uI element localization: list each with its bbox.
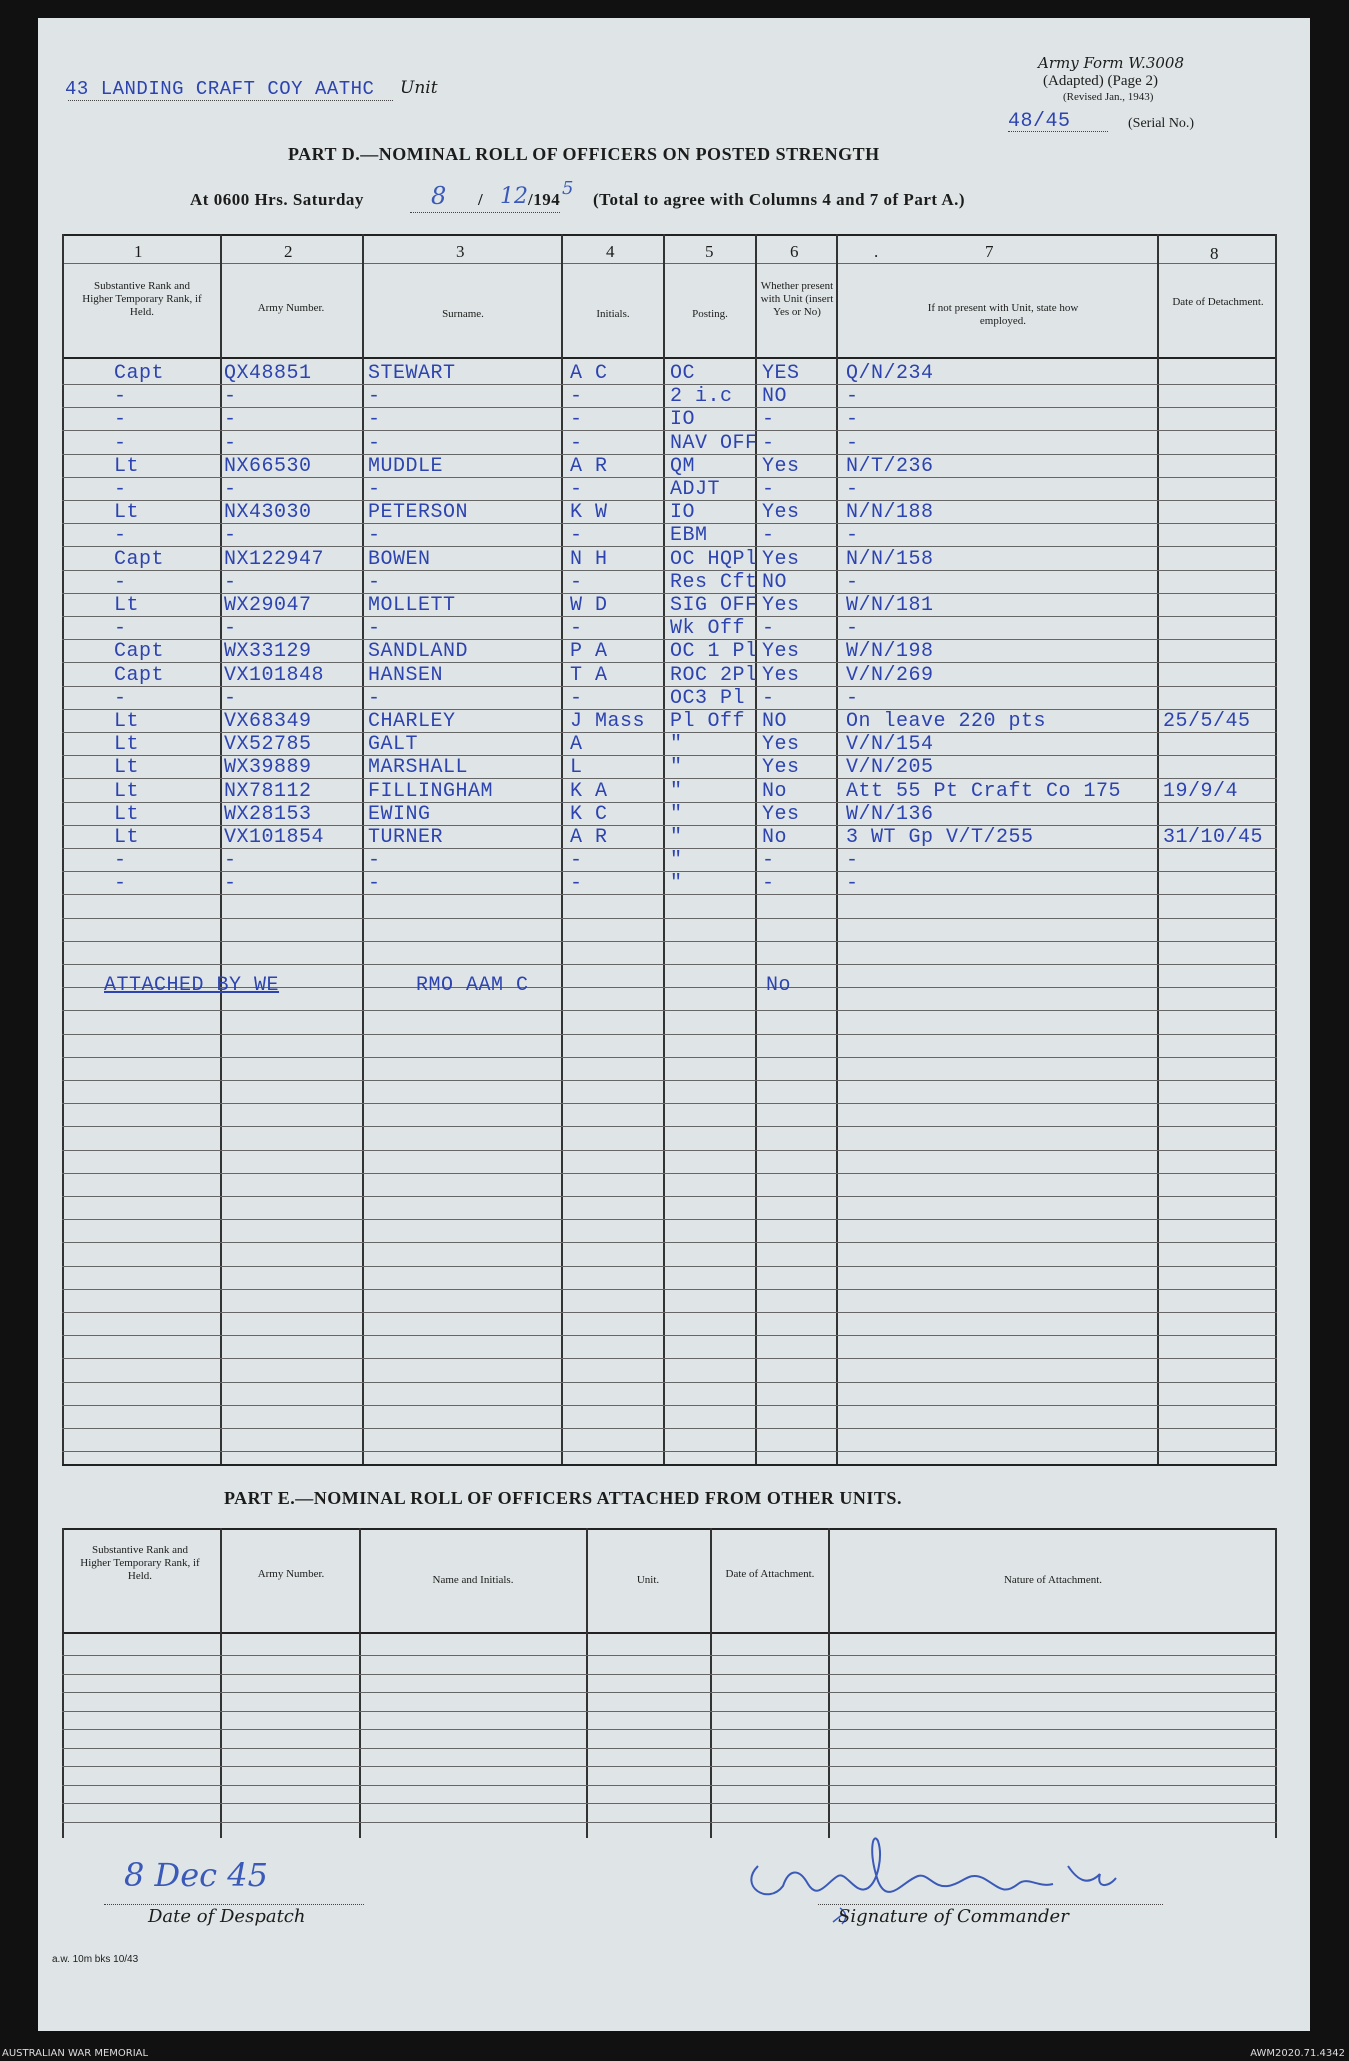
cell-present: Yes bbox=[762, 594, 800, 617]
cell-rank: Capt bbox=[114, 547, 165, 571]
col-number-dot: . bbox=[874, 242, 879, 261]
cell-present: NO bbox=[762, 385, 788, 409]
cell-surname: GALT bbox=[368, 733, 419, 757]
cell-initials: - bbox=[570, 617, 583, 641]
cell-posting: " bbox=[670, 779, 683, 803]
archive-reference: AWM2020.71.4342 bbox=[1250, 2048, 1345, 2059]
e-header-army-number: Army Number. bbox=[257, 1568, 325, 1580]
ruled-line bbox=[62, 1150, 1277, 1151]
cell-initials: W D bbox=[570, 594, 608, 617]
cell-rank: - bbox=[114, 524, 127, 548]
cell-date: 25/5/45 bbox=[1163, 710, 1251, 733]
cell-rank: - bbox=[114, 478, 127, 501]
cell-surname: - bbox=[368, 617, 381, 641]
form-revised: (Revised Jan., 1943) bbox=[1063, 91, 1154, 103]
cell-initials: N H bbox=[570, 547, 608, 571]
ruled-line bbox=[62, 1242, 1277, 1243]
cell-employed: W/N/198 bbox=[846, 640, 934, 664]
ruled-line bbox=[62, 918, 1277, 919]
ruled-line bbox=[62, 1822, 1277, 1823]
ruled-line bbox=[62, 1266, 1277, 1267]
cell-surname: - bbox=[368, 849, 381, 873]
cell-employed: - bbox=[846, 385, 859, 409]
cell-employed: Att 55 Pt Craft Co 175 bbox=[846, 779, 1122, 803]
attached-present: No bbox=[766, 974, 792, 997]
cell-posting: Wk Off bbox=[670, 617, 746, 641]
cell-army-number: VX101848 bbox=[224, 663, 325, 687]
cell-surname: MARSHALL bbox=[368, 756, 469, 780]
cell-posting: 2 i.c bbox=[670, 385, 733, 409]
cell-present: Yes bbox=[762, 756, 800, 780]
cell-surname: CHARLEY bbox=[368, 710, 456, 733]
cell-posting: " bbox=[670, 826, 683, 849]
attached-initials: RMO AAM C bbox=[416, 974, 529, 997]
cell-posting: EBM bbox=[670, 524, 708, 548]
cell-army-number: VX101854 bbox=[224, 826, 325, 849]
cell-surname: - bbox=[368, 524, 381, 548]
cell-army-number: WX33129 bbox=[224, 640, 312, 664]
cell-present: Yes bbox=[762, 802, 800, 826]
col-number-1: 1 bbox=[134, 242, 143, 261]
ruled-line bbox=[62, 964, 1277, 965]
cell-initials: - bbox=[570, 478, 583, 501]
cell-army-number: WX39889 bbox=[224, 756, 312, 780]
header-employed: If not present with Unit, state how employed. bbox=[927, 302, 1079, 327]
year-prefix: /194 bbox=[528, 190, 561, 209]
year-suffix: 5 bbox=[562, 178, 574, 199]
cell-posting: IO bbox=[670, 408, 696, 432]
cell-rank: Lt bbox=[114, 710, 140, 733]
unit-label: Unit bbox=[400, 78, 438, 98]
col-number-8: 8 bbox=[1210, 244, 1219, 263]
date-month: 12 bbox=[500, 184, 528, 209]
total-note: (Total to agree with Columns 4 and 7 of Part A.) bbox=[593, 190, 966, 209]
ruled-line bbox=[62, 1451, 1277, 1452]
cell-present: - bbox=[762, 408, 775, 432]
cell-employed: N/T/236 bbox=[846, 454, 934, 478]
cell-present: Yes bbox=[762, 501, 800, 525]
cell-present: No bbox=[762, 826, 788, 849]
ruled-line bbox=[62, 1382, 1277, 1383]
cell-employed: 3 WT Gp V/T/255 bbox=[846, 826, 1034, 849]
cell-present: Yes bbox=[762, 547, 800, 571]
cell-rank: Lt bbox=[114, 501, 140, 525]
ruled-line bbox=[62, 1674, 1277, 1675]
cell-army-number: WX28153 bbox=[224, 802, 312, 826]
cell-surname: SANDLAND bbox=[368, 640, 469, 664]
cell-surname: PETERSON bbox=[368, 501, 469, 525]
cell-posting: " bbox=[670, 733, 683, 757]
cell-present: - bbox=[762, 617, 775, 641]
cell-initials: - bbox=[570, 431, 583, 455]
header-initials: Initials. bbox=[596, 308, 630, 320]
ruled-line bbox=[62, 941, 1277, 942]
cell-present: NO bbox=[762, 710, 788, 733]
cell-initials: - bbox=[570, 385, 583, 409]
cell-surname: STEWART bbox=[368, 362, 456, 385]
ruled-line bbox=[62, 1196, 1277, 1197]
cell-present: Yes bbox=[762, 454, 800, 478]
part-d-title: PART D.—NOMINAL ROLL OF OFFICERS ON POSTED STRENGTH bbox=[288, 144, 880, 164]
ruled-line bbox=[62, 1692, 1277, 1693]
cell-army-number: VX68349 bbox=[224, 710, 312, 733]
cell-surname: MOLLETT bbox=[368, 594, 456, 617]
cell-posting: SIG OFF bbox=[670, 594, 758, 617]
cell-initials: - bbox=[570, 872, 583, 896]
header-present: Whether present with Unit (insert Yes or No) bbox=[760, 280, 834, 318]
cell-surname: HANSEN bbox=[368, 663, 444, 687]
ruled-line bbox=[62, 1428, 1277, 1429]
signature-label: Signature of Commander bbox=[838, 1906, 1069, 1927]
cell-employed: - bbox=[846, 849, 859, 873]
cell-initials: P A bbox=[570, 640, 608, 664]
form-sheet: 43 LANDING CRAFT COY AATHC Unit Army Form W.3008 (Adapted) (Page 2) (Revised Jan., 1943) 48/45 (Serial No.) PART D.—NOMINAL ROLL OF OFFICERS ON POSTED STRENGTH At 0600 Hrs. Saturday 8 / 12 /194 5 (Total to agree with Columns 4 and 7 of Part A.) 1 2 3 4 5 6 . 7 8 Substantive Rank and Higher Temporary Rank, if Held. Army Number. Surname. Initials. Posting. Whether present with Unit (insert Yes or No) If not present with Unit, state how employed. Date of Detachment. Capt QX48851 STEWART A C OC YES Q/N/234 - - - - 2 i.c NO - - - - - IO - - - - - - NAV OFF - - Lt NX66530 MUDDLE A R QM Yes N/T/236 - - - - ADJT - - Lt NX43030 PETERSON K W IO Yes N/N/188 - - - - EBM - - Capt NX122947 BOWEN N H OC HQPl Yes N/N/158 - - - - Res Cft NO - Lt WX29047 MOLLETT W D SIG OFF Yes W/N/181 - - - - Wk Off - - Capt WX33129 SANDLAND P A OC 1 Pl Yes W/N/198 Capt VX101848 HANSEN T A ROC 2Pl Yes V/N/269 - - - - OC3 Pl - - Lt VX68349 CHARLEY J Mass Pl Off NO On leave 220 pts 25/5/45 Lt VX52785 GALT A " Yes V/N/154 Lt WX39889 MARSHALL L " Yes V/N/205 Lt NX78112 FILLINGHAM K A " No Att 55 Pt Craft Co 175 19/9/4 Lt WX28153 EWING K C " Yes W/N/136 Lt VX101854 TURNER A R " No 3 WT Gp V/T/255 31/10/45 - - - - " - - - - - - " - - ATTACHED BY WE RMO AAM C No PART E.—NOMINAL ROLL OF OFFICERS ATTACHED FROM OTHER UNITS. Substantive Rank and Higher Temporary Rank, if Held. Army Number. Name and Initials. Unit. Date of Attachment. Nature of Attachment. 8 Dec 45 Date of Despatch Signature of Commander a.w. 10m bks 10/43 bbox=[38, 18, 1310, 2031]
cell-rank: - bbox=[114, 849, 127, 873]
cell-army-number: - bbox=[224, 385, 237, 409]
serial-number: 48/45 bbox=[1008, 110, 1071, 133]
cell-initials: K A bbox=[570, 779, 608, 803]
cell-surname: TURNER bbox=[368, 826, 444, 849]
cell-rank: - bbox=[114, 617, 127, 641]
cell-army-number: - bbox=[224, 872, 237, 896]
cell-present: - bbox=[762, 872, 775, 896]
cell-posting: IO bbox=[670, 501, 696, 525]
cell-army-number: - bbox=[224, 849, 237, 873]
print-code: a.w. 10m bks 10/43 bbox=[52, 1954, 139, 1965]
cell-army-number: - bbox=[224, 617, 237, 641]
cell-posting: OC HQPl bbox=[670, 547, 758, 571]
cell-army-number: VX52785 bbox=[224, 733, 312, 757]
cell-surname: - bbox=[368, 872, 381, 896]
col-number-3: 3 bbox=[456, 242, 465, 261]
cell-rank: Lt bbox=[114, 779, 140, 803]
cell-army-number: NX122947 bbox=[224, 547, 325, 571]
ruled-line bbox=[62, 1126, 1277, 1127]
cell-surname: MUDDLE bbox=[368, 454, 444, 478]
cell-initials: K W bbox=[570, 501, 608, 525]
ruled-line bbox=[62, 1748, 1277, 1749]
ruled-line bbox=[62, 1057, 1277, 1058]
cell-initials: A C bbox=[570, 362, 608, 385]
cell-rank: Lt bbox=[114, 802, 140, 826]
e-header-nature: Nature of Attachment. bbox=[1003, 1574, 1103, 1586]
cell-rank: Lt bbox=[114, 733, 140, 757]
cell-rank: Lt bbox=[114, 454, 140, 478]
cell-rank: - bbox=[114, 408, 127, 432]
ruled-line bbox=[62, 1729, 1277, 1730]
cell-posting: OC bbox=[670, 362, 696, 385]
cell-initials: A R bbox=[570, 826, 608, 849]
cell-initials: J Mass bbox=[570, 710, 646, 733]
cell-present: Yes bbox=[762, 733, 800, 757]
cell-present: NO bbox=[762, 570, 788, 594]
cell-rank: Capt bbox=[114, 663, 165, 687]
cell-initials: K C bbox=[570, 802, 608, 826]
e-header-name: Name and Initials. bbox=[432, 1574, 514, 1586]
attached-label: ATTACHED BY WE bbox=[104, 974, 280, 997]
cell-army-number: - bbox=[224, 686, 237, 710]
ruled-line bbox=[62, 1803, 1277, 1804]
cell-surname: BOWEN bbox=[368, 547, 431, 571]
cell-employed: V/N/205 bbox=[846, 756, 934, 780]
cell-surname: - bbox=[368, 431, 381, 455]
header-army-number: Army Number. bbox=[257, 302, 325, 314]
cell-rank: - bbox=[114, 570, 127, 594]
ruled-line bbox=[62, 1312, 1277, 1313]
cell-rank: Capt bbox=[114, 362, 165, 385]
cell-army-number: - bbox=[224, 431, 237, 455]
cell-posting: ADJT bbox=[670, 478, 721, 501]
cell-employed: - bbox=[846, 524, 859, 548]
cell-posting: Pl Off bbox=[670, 710, 746, 733]
archive-name: AUSTRALIAN WAR MEMORIAL bbox=[2, 2048, 149, 2059]
despatch-label: Date of Despatch bbox=[148, 1906, 306, 1927]
cell-army-number: - bbox=[224, 570, 237, 594]
cell-initials: L bbox=[570, 756, 583, 780]
cell-initials: A bbox=[570, 733, 583, 757]
serial-label: (Serial No.) bbox=[1128, 116, 1195, 131]
cell-employed: - bbox=[846, 617, 859, 641]
col-number-2: 2 bbox=[284, 242, 293, 261]
despatch-date: 8 Dec 45 bbox=[124, 1856, 268, 1894]
cell-present: Yes bbox=[762, 663, 800, 687]
cell-rank: Lt bbox=[114, 756, 140, 780]
cell-employed: N/N/188 bbox=[846, 501, 934, 525]
part-e-title: PART E.—NOMINAL ROLL OF OFFICERS ATTACHED FROM OTHER UNITS. bbox=[224, 1488, 902, 1508]
ruled-line bbox=[62, 1405, 1277, 1406]
cell-employed: - bbox=[846, 408, 859, 432]
ruled-line bbox=[62, 1655, 1277, 1656]
cell-surname: - bbox=[368, 686, 381, 710]
cell-date: 31/10/45 bbox=[1163, 826, 1264, 849]
cell-employed: N/N/158 bbox=[846, 547, 934, 571]
cell-present: - bbox=[762, 686, 775, 710]
col-number-7: 7 bbox=[985, 242, 994, 261]
cell-surname: FILLINGHAM bbox=[368, 779, 494, 803]
cell-present: YES bbox=[762, 362, 800, 385]
ruled-line bbox=[62, 1080, 1277, 1081]
cell-initials: - bbox=[570, 849, 583, 873]
e-header-rank: Substantive Rank and Higher Temporary Rank, if Held. bbox=[80, 1544, 200, 1582]
cell-present: - bbox=[762, 524, 775, 548]
cell-employed: - bbox=[846, 872, 859, 896]
cell-army-number: - bbox=[224, 478, 237, 501]
header-posting: Posting. bbox=[692, 308, 728, 320]
cell-posting: QM bbox=[670, 454, 696, 478]
at-prefix: At 0600 Hrs. Saturday bbox=[190, 190, 364, 209]
cell-army-number: - bbox=[224, 524, 237, 548]
cell-rank: Capt bbox=[114, 640, 165, 664]
cell-posting: OC3 Pl bbox=[670, 686, 746, 710]
cell-posting: ROC 2Pl bbox=[670, 663, 758, 687]
cell-initials: - bbox=[570, 570, 583, 594]
form-name: Army Form W.3008 bbox=[1038, 54, 1184, 72]
cell-present: - bbox=[762, 431, 775, 455]
cell-initials: - bbox=[570, 408, 583, 432]
cell-rank: Lt bbox=[114, 826, 140, 849]
cell-date: 19/9/4 bbox=[1163, 779, 1239, 803]
header-rank: Substantive Rank and Higher Temporary Rank, if Held. bbox=[82, 280, 202, 318]
ruled-line bbox=[62, 1358, 1277, 1359]
cell-rank: - bbox=[114, 431, 127, 455]
cell-posting: OC 1 Pl bbox=[670, 640, 758, 664]
cell-army-number: NX66530 bbox=[224, 454, 312, 478]
header-surname: Surname. bbox=[442, 308, 484, 320]
cell-surname: - bbox=[368, 385, 381, 409]
cell-posting: " bbox=[670, 872, 683, 896]
ruled-line bbox=[62, 1711, 1277, 1712]
cell-employed: On leave 220 pts bbox=[846, 710, 1047, 733]
col-number-5: 5 bbox=[705, 242, 714, 261]
ruled-line bbox=[62, 1289, 1277, 1290]
cell-employed: Q/N/234 bbox=[846, 362, 934, 385]
cell-employed: - bbox=[846, 478, 859, 501]
form-adapted: (Adapted) (Page 2) bbox=[1043, 73, 1158, 89]
col-number-4: 4 bbox=[606, 242, 615, 261]
ruled-line bbox=[62, 1103, 1277, 1104]
cell-employed: - bbox=[846, 686, 859, 710]
cell-initials: - bbox=[570, 686, 583, 710]
cell-army-number: NX78112 bbox=[224, 779, 312, 803]
cell-present: - bbox=[762, 849, 775, 873]
cell-army-number: NX43030 bbox=[224, 501, 312, 525]
ruled-line bbox=[62, 1010, 1277, 1011]
cell-employed: - bbox=[846, 431, 859, 455]
unit-name: 43 LANDING CRAFT COY AATHC bbox=[65, 78, 375, 100]
cell-rank: Lt bbox=[114, 594, 140, 617]
cell-surname: - bbox=[368, 570, 381, 594]
cell-initials: T A bbox=[570, 663, 608, 687]
e-header-date: Date of Attachment. bbox=[725, 1568, 815, 1580]
cell-initials: - bbox=[570, 524, 583, 548]
cell-employed: W/N/136 bbox=[846, 802, 934, 826]
cell-employed: V/N/269 bbox=[846, 663, 934, 687]
cell-army-number: WX29047 bbox=[224, 594, 312, 617]
cell-posting: NAV OFF bbox=[670, 431, 758, 455]
ruled-line bbox=[62, 1034, 1277, 1035]
date-day: 8 bbox=[431, 182, 447, 210]
cell-employed: W/N/181 bbox=[846, 594, 934, 617]
cell-rank: - bbox=[114, 385, 127, 409]
archive-footer bbox=[0, 2047, 1349, 2061]
cell-surname: - bbox=[368, 478, 381, 501]
ruled-line bbox=[62, 1335, 1277, 1336]
cell-present: - bbox=[762, 478, 775, 501]
ruled-line bbox=[62, 1785, 1277, 1786]
cell-surname: EWING bbox=[368, 802, 431, 826]
cell-rank: - bbox=[114, 872, 127, 896]
cell-surname: - bbox=[368, 408, 381, 432]
cell-initials: A R bbox=[570, 454, 608, 478]
ruled-line bbox=[62, 1173, 1277, 1174]
e-header-unit: Unit. bbox=[636, 1574, 660, 1586]
cell-rank: - bbox=[114, 686, 127, 710]
ruled-line bbox=[62, 1219, 1277, 1220]
cell-posting: " bbox=[670, 756, 683, 780]
cell-posting: " bbox=[670, 849, 683, 873]
cell-employed: V/N/154 bbox=[846, 733, 934, 757]
cell-employed: - bbox=[846, 570, 859, 594]
cell-present: Yes bbox=[762, 640, 800, 664]
header-detachment: Date of Detachment. bbox=[1172, 296, 1264, 308]
cell-present: No bbox=[762, 779, 788, 803]
ruled-line bbox=[62, 1766, 1277, 1767]
cell-army-number: - bbox=[224, 408, 237, 432]
col-number-6: 6 bbox=[790, 242, 799, 261]
cell-army-number: QX48851 bbox=[224, 362, 312, 385]
cell-posting: " bbox=[670, 802, 683, 826]
cell-posting: Res Cft bbox=[670, 570, 758, 594]
